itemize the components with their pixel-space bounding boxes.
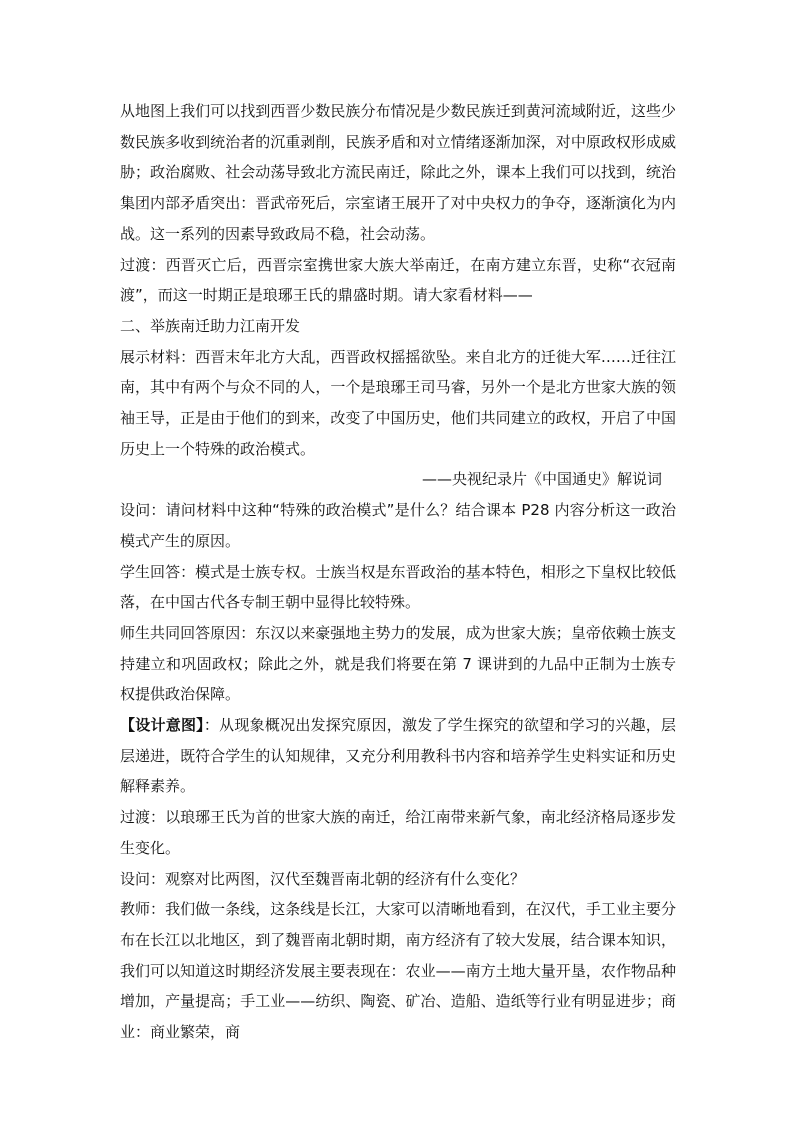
paragraph-map-analysis: 从地图上我们可以找到西晋少数民族分布情况是少数民族迁到黄河流域附近，这些少数民族多收到统治者的沉重剥削，民族矛盾和对立情绪逐渐加深，对中原政权形成威胁；政治腐败、社会动荡导致北方流民南迁，除此之外，课本上我们可以找到，统治集团内部矛盾突出：晋武帝死后，宗室诸王展开了对中央权力的争夺，逐渐演化为内战。这一系列的因素导致政局不稳，社会动荡。 <box>120 102 676 243</box>
paragraph-transition-1: 过渡：西晋灭亡后，西晋宗室携世家大族大举南迁，在南方建立东晋，史称“衣冠南渡”，而这一时期正是琅琊王氏的鼎盛时期。请大家看材料—— <box>120 255 676 305</box>
paragraph-joint-answer: 师生共同回答原因：东汉以来豪强地主势力的发展，成为世家大族；皇帝依赖士族支持建立和巩固政权；除此之外，就是我们将要在第 7 课讲到的九品中正制为士族专权提供政治保障。 <box>120 623 676 704</box>
section-heading-2: 二、举族南迁助力江南开发 <box>120 316 301 335</box>
paragraph-student-answer: 学生回答：模式是士族专权。士族当权是东晋政治的基本特色，相形之下皇权比较低落，在中国古代各专制王朝中显得比较特殊。 <box>120 562 676 612</box>
paragraph-question-1: 设问：请问材料中这种“特殊的政治模式”是什么？结合课本 P28 内容分析这一政治模式产生的原因。 <box>120 501 676 550</box>
paragraph-transition-2: 过渡：以琅琊王氏为首的世家大族的南迁，给江南带来新气象，南北经济格局逐步发生变化。 <box>120 808 676 857</box>
material-source: ——央视纪录片《中国通史》解说词 <box>421 470 662 489</box>
document-page <box>120 96 676 1048</box>
paragraph-question-2: 设问：观察对比两图，汉代至魏晋南北朝的经济有什么变化？ <box>120 869 526 888</box>
design-intent-label: 【设计意图】 <box>120 716 204 735</box>
paragraph-design-intent <box>120 710 676 802</box>
design-intent-text: ：从现象概况出发探究原因，激发了学生探究的欲望和学习的兴趣，层层递进，既符合学生的认知规律，又充分利用教科书内容和培养学生史料实证和历史解释素养。 <box>120 716 676 796</box>
paragraph-material: 展示材料：西晋末年北方大乱，西晋政权摇摇欲坠。来自北方的迁徙大军……迁往江南，其中有两个与众不同的人，一个是琅琊王司马睿，另外一个是北方世家大族的领袖王导，正是由于他们的到来，改变了中国历史，他们共同建立的政权，开启了中国历史上一个特殊的政治模式。 <box>120 347 676 458</box>
paragraph-teacher: 教师：我们做一条线，这条线是长江，大家可以清晰地看到，在汉代，手工业主要分布在长江以北地区，到了魏晋南北朝时期，南方经济有了较大发展，结合课本知识，我们可以知道这时期经济发展主要表现在：农业——南方土地大量开垦，农作物品种增加，产量提高；手工业——纺织、陶瓷、矿冶、造船、造纸等行业有明显进步；商业：商业繁荣，商 <box>120 900 676 1042</box>
